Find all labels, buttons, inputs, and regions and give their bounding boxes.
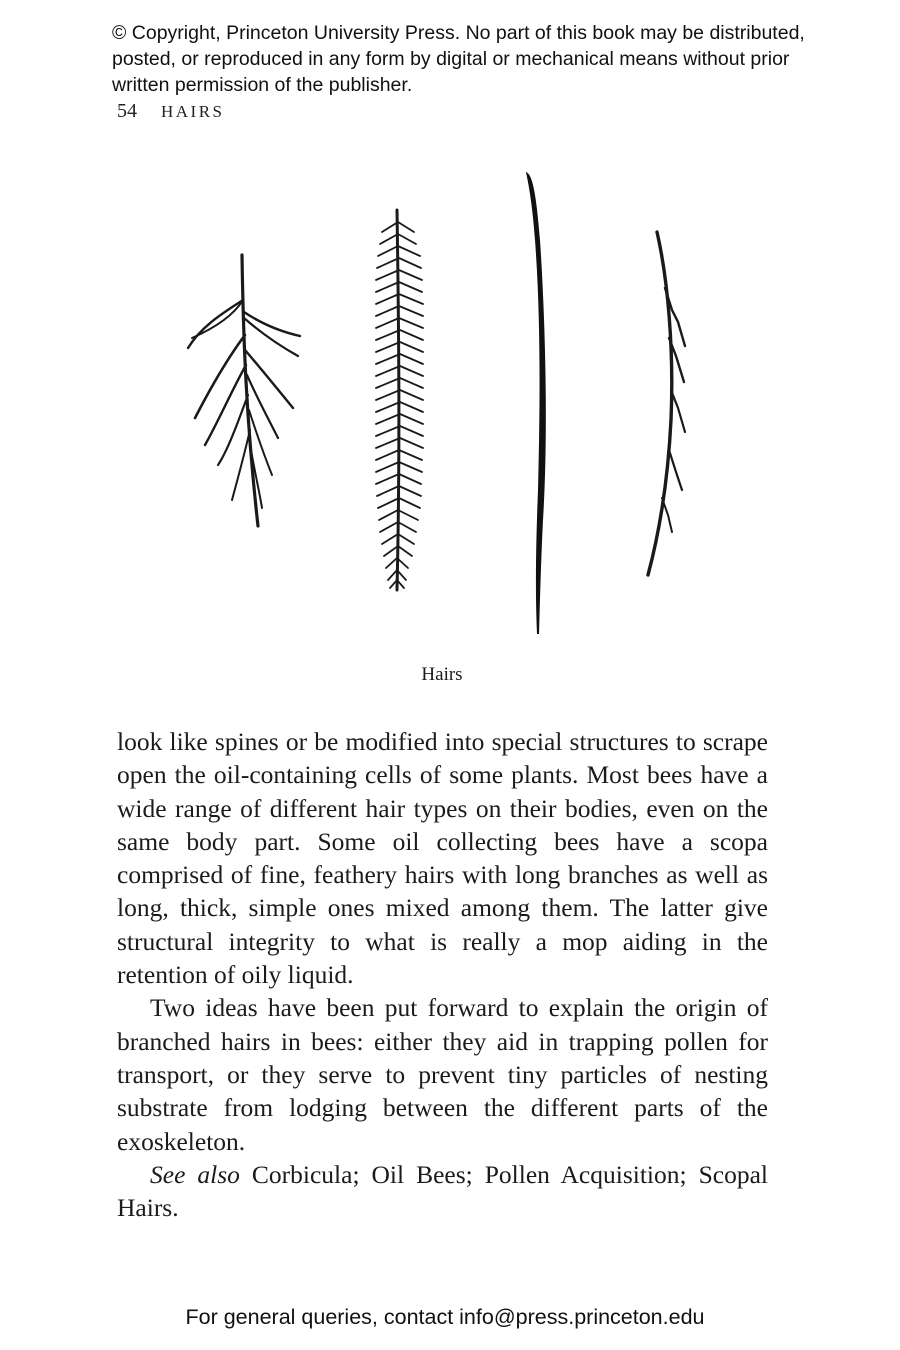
see-also <box>117 1158 768 1225</box>
footer-contact: For general queries, contact info@press.princeton.edu <box>185 1305 705 1329</box>
plumose-hair-icon <box>376 210 423 590</box>
figure-caption: Hairs <box>421 664 463 685</box>
page-number: 54 <box>117 100 137 122</box>
paragraph: look like spines or be modified into special structures to scrape open the oil-containing cells of some plants. Most bees have a wide range of different hair types on their bodies, even on the same body part. Some oil collecting bees have a scopa comprised of fine, feathery hairs with long branches as well as long, thick, simple ones mixed among them. The latter give structural integrity to what is really a mop aiding in the retention of oily liquid. <box>117 727 768 990</box>
paragraph: Two ideas have been put forward to explain the origin of branched hairs in bees: either they aid in trapping pollen for transport, or they serve to prevent tiny particles of nesting substrate from lodging between the different parts of the exoskeleton. <box>117 993 768 1156</box>
barbed-hair-icon <box>648 232 685 575</box>
see-also-label: See also <box>150 1159 240 1189</box>
running-head <box>117 97 225 126</box>
simple-hair-icon <box>526 172 546 634</box>
branched-hair-icon <box>188 255 300 526</box>
hairs-figure <box>150 160 750 650</box>
copyright-notice: © Copyright, Princeton University Press. No part of this book may be distributed, posted, or reproduced in any form by digital or mechanical means without prior written permission of the publisher. <box>112 22 805 96</box>
body-text <box>117 725 768 1224</box>
see-also-references: Corbicula; Oil Bees; Pollen Acquisition; Scopal Hairs. <box>117 1159 768 1223</box>
section-title: HAIRS <box>161 102 225 121</box>
